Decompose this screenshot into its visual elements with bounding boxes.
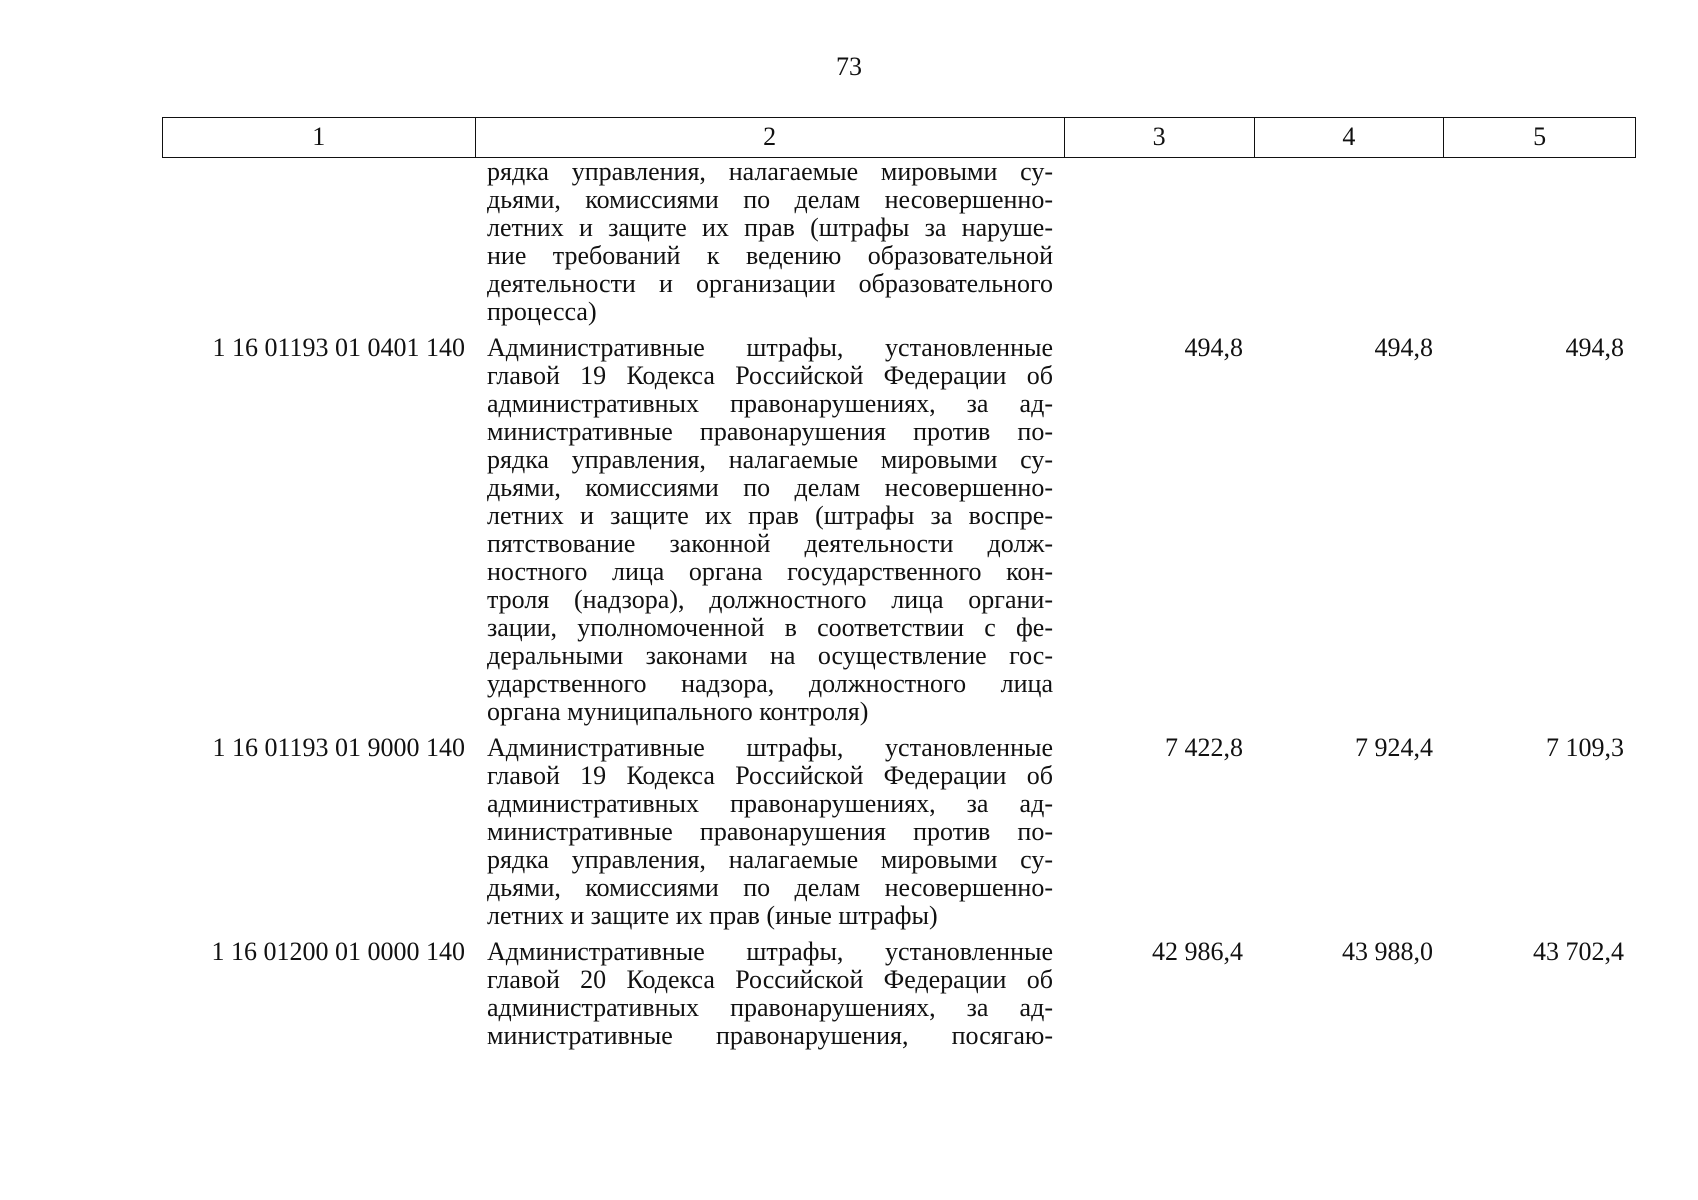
description-line: летних и защите их прав (иные штрафы): [487, 901, 938, 930]
amount-col-4: 494,8: [1374, 333, 1433, 362]
description-line: ностного лица органа государственного кон-: [487, 557, 1053, 586]
amount-col-4: [1255, 158, 1445, 326]
description-line: деральными законами на осуществление гос-: [487, 641, 1053, 670]
description-line: главой 20 Кодекса Российской Федерации об: [487, 965, 1053, 994]
description-line: главой 19 Кодекса Российской Федерации об: [487, 761, 1053, 790]
description-line: министративные правонарушения, посягаю-: [487, 1021, 1053, 1050]
description-line: деятельности и организации образовательного: [487, 269, 1053, 298]
description-line: летних и защите их прав (штрафы за воспре-: [487, 501, 1053, 530]
table-row: [162, 938, 1636, 1050]
description-line: ударственного надзора, должностного лица: [487, 669, 1053, 698]
description-line: летних и защите их прав (штрафы за наруше-: [487, 213, 1053, 242]
amount-col-4: 43 988,0: [1342, 937, 1433, 966]
description-line: рядка управления, налагаемые мировыми су-: [487, 157, 1053, 186]
revenue-description: [475, 938, 1065, 1050]
description-line: дьями, комиссиями по делам несовершенно-: [487, 873, 1053, 902]
column-header-2: 2: [476, 118, 1065, 157]
amount-col-3: 7 422,8: [1165, 733, 1243, 762]
amount-col-3: 42 986,4: [1152, 937, 1243, 966]
description-line: процесса): [487, 297, 597, 326]
revenue-description: [475, 734, 1065, 930]
page-number: 73: [836, 52, 862, 81]
description-line: троля (надзора), должностного лица органи-: [487, 585, 1053, 614]
table-body: [162, 158, 1636, 1058]
description-line: административных правонарушениях, за ад-: [487, 389, 1053, 418]
table-row: [162, 334, 1636, 726]
description-line: органа муниципального контроля): [487, 697, 869, 726]
amount-col-5: [1445, 158, 1636, 326]
description-line: административных правонарушениях, за ад-: [487, 789, 1053, 818]
revenue-description: [475, 158, 1065, 326]
column-header-4: 4: [1255, 118, 1445, 157]
description-line: рядка управления, налагаемые мировыми су-: [487, 845, 1053, 874]
budget-code: [162, 158, 475, 326]
amount-col-5: 43 702,4: [1533, 937, 1624, 966]
budget-code: 1 16 01200 01 0000 140: [211, 937, 465, 966]
description-line: ние требований к ведению образовательной: [487, 241, 1053, 270]
description-line: Административные штрафы, установленные: [487, 333, 1053, 362]
budget-code: 1 16 01193 01 0401 140: [212, 333, 465, 362]
description-line: главой 19 Кодекса Российской Федерации об: [487, 361, 1053, 390]
description-line: пятствование законной деятельности долж-: [487, 529, 1053, 558]
column-header-5: 5: [1533, 122, 1547, 151]
description-line: зации, уполномоченной в соответствии с фе-: [487, 613, 1053, 642]
amount-col-3: 494,8: [1184, 333, 1243, 362]
table-header: [162, 117, 1636, 158]
budget-code: 1 16 01193 01 9000 140: [212, 733, 465, 762]
description-line: Административные штрафы, установленные: [487, 733, 1053, 762]
description-line: Административные штрафы, установленные: [487, 937, 1053, 966]
column-header-3: 3: [1065, 118, 1255, 157]
description-line: административных правонарушениях, за ад-: [487, 993, 1053, 1022]
table-row: [162, 734, 1636, 930]
amount-col-5: 7 109,3: [1546, 733, 1624, 762]
description-line: министративные правонарушения против по-: [487, 417, 1053, 446]
table-row: [162, 158, 1636, 326]
column-header-1: 1: [163, 118, 476, 157]
amount-col-4: 7 924,4: [1355, 733, 1433, 762]
description-line: рядка управления, налагаемые мировыми су-: [487, 445, 1053, 474]
description-line: дьями, комиссиями по делам несовершенно-: [487, 473, 1053, 502]
revenue-description: [475, 334, 1065, 726]
amount-col-5: 494,8: [1565, 333, 1624, 362]
amount-col-3: [1065, 158, 1255, 326]
description-line: министративные правонарушения против по-: [487, 817, 1053, 846]
description-line: дьями, комиссиями по делам несовершенно-: [487, 185, 1053, 214]
